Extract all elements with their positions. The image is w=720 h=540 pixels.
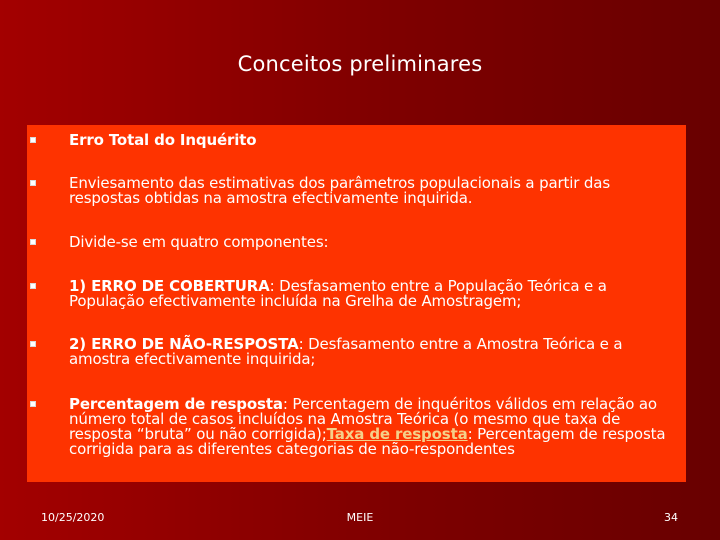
bullet-heading: Percentagem de resposta [69, 395, 283, 413]
square-bullet-icon [30, 137, 36, 143]
slide-title: Conceitos preliminares [237, 52, 483, 76]
bullet-body: : Percentagem de inquéritos válidos em relação ao número total de casos incluídos na Amostra Teórica (o mesmo que taxa de resposta “bruta” ou não corrigida); [69, 395, 657, 443]
bullet-body: : Percentagem de resposta corrigida para as diferentes categorias de não-respondentes [69, 425, 666, 458]
bullet-heading: 2) ERRO DE NÃO-RESPOSTA [69, 335, 299, 353]
bullet-body: : Desfasamento entre a Amostra Teórica e a amostra efectivamente inquirida; [69, 335, 623, 368]
bullet-text: Enviesamento das estimativas dos parâmetros populacionais a partir das respostas obtidas na amostra efectivamente inquirida. [69, 174, 610, 207]
taxa-de-resposta-link[interactable]: Taxa de resposta [326, 425, 468, 443]
footer-date: 10/25/2020 [41, 511, 105, 524]
square-bullet-icon [30, 283, 36, 289]
content-box [27, 125, 686, 482]
bullet-heading: 1) ERRO DE COBERTURA [69, 277, 270, 295]
page-number: 34 [664, 511, 678, 524]
bullet-text: Divide-se em quatro componentes: [69, 233, 329, 251]
square-bullet-icon [30, 239, 36, 245]
bullet-text [69, 397, 681, 457]
bullet-heading: Erro Total do Inquérito [69, 131, 257, 149]
bullet-body: : Desfasamento entre a População Teórica e a População efectivamente incluída na Grelha de Amostragem; [69, 277, 607, 310]
square-bullet-icon [30, 341, 36, 347]
square-bullet-icon [30, 401, 36, 407]
bullet-text [69, 279, 681, 309]
bullet-text [69, 337, 681, 367]
square-bullet-icon [30, 180, 36, 186]
bullet-text [69, 133, 681, 148]
footer-label: MEIE [346, 511, 374, 524]
